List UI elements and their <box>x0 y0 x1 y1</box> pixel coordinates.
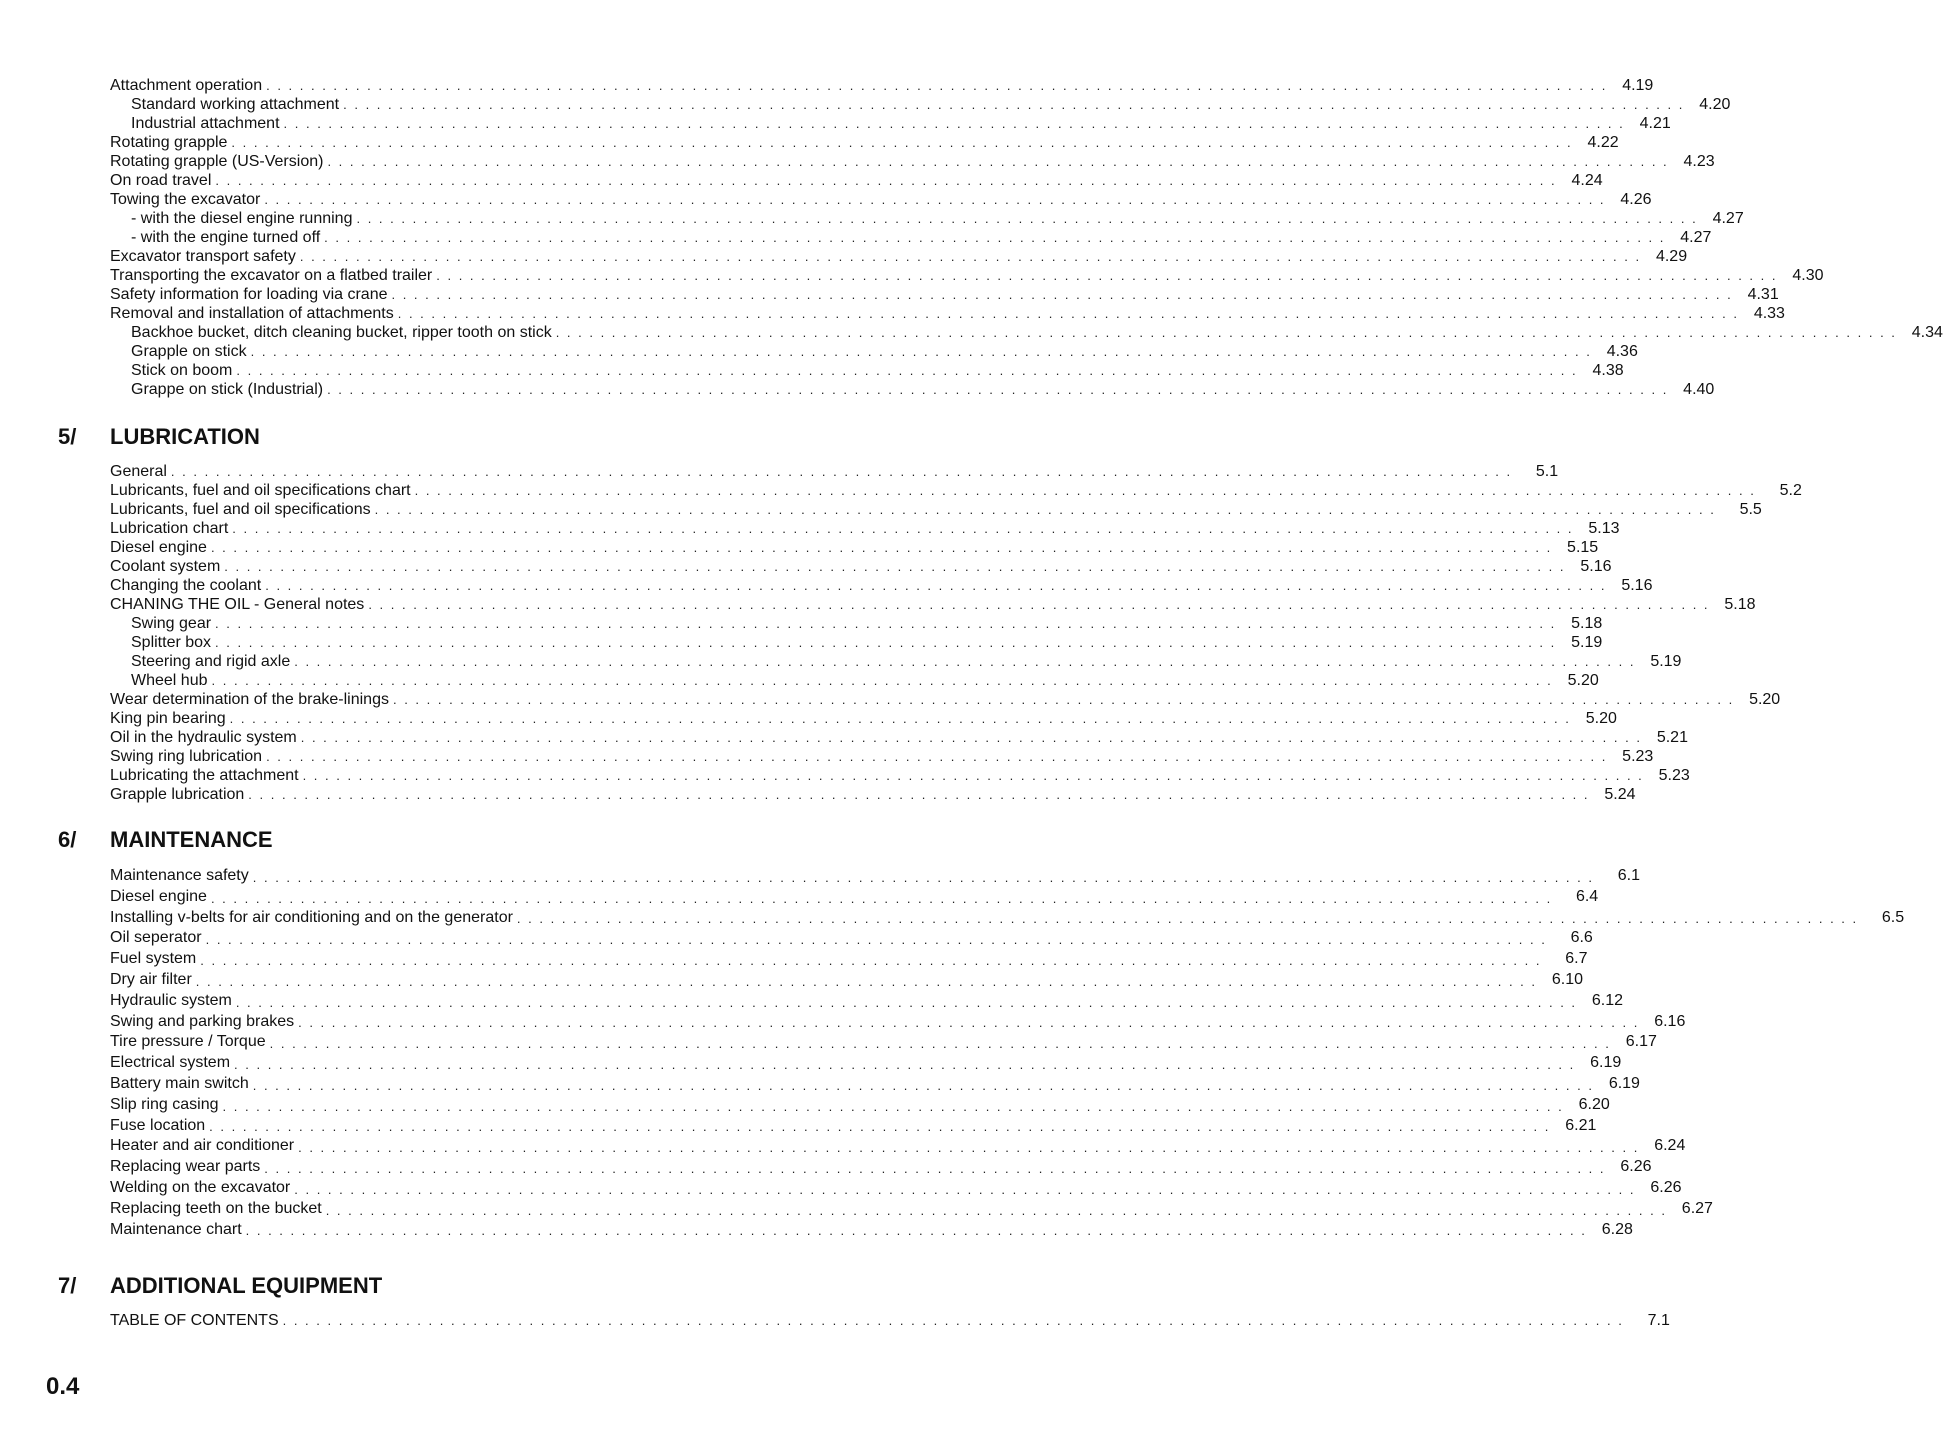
toc-entry-page: 6.16 <box>1654 1012 1686 1030</box>
toc-entry <box>110 887 1599 908</box>
toc-entry-page: 6.21 <box>1565 1116 1597 1134</box>
toc-entry <box>110 481 1802 500</box>
toc-dot-leader: . . . . . . . . . . . . . . . . . . . . . . . . . . . . . . . . . . . . . . . . . . . . . . . . . . . . . . . . . . . . . . . . . . . . . . . . . . . . . . . . . . . . . . . . . . . . . . . . . . . . . . . . . . . . . . . . . . . . . . . . <box>264 192 1606 207</box>
toc-entry-page: 6.5 <box>1881 908 1905 926</box>
toc-dot-leader: . . . . . . . . . . . . . . . . . . . . . . . . . . . . . . . . . . . . . . . . . . . . . . . . . . . . . . . . . . . . . . . . . . . . . . . . . . . . . . . . . . . . . . . . . . . . . . . . . . . . . . . . . . . . . . . . . . . . . . . . <box>325 1202 1667 1218</box>
toc-dot-leader: . . . . . . . . . . . . . . . . . . . . . . . . . . . . . . . . . . . . . . . . . . . . . . . . . . . . . . . . . . . . . . . . . . . . . . . . . . . . . . . . . . . . . . . . . . . . . . . . . . . . . . . . . . . . . . . . . . . . . . . . <box>224 559 1566 574</box>
toc-entry-page: 5.20 <box>1749 691 1781 708</box>
toc-entry-title: Replacing teeth on the bucket <box>110 1199 326 1220</box>
toc-entry-title: Grapple on stick <box>110 342 251 361</box>
toc-entry <box>110 462 1559 481</box>
toc-entry-title: Battery main switch <box>110 1074 253 1095</box>
toc-entry <box>110 133 1619 152</box>
toc-dot-leader: . . . . . . . . . . . . . . . . . . . . . . . . . . . . . . . . . . . . . . . . . . . . . . . . . . . . . . . . . . . . . . . . . . . . . . . . . . . . . . . . . . . . . . . . . . . . . . . . . . . . . . . . . . . . . . . . . . . . . . . . <box>229 711 1571 726</box>
toc-entry-page: 4.27 <box>1680 229 1712 246</box>
toc-dot-leader: . . . . . . . . . . . . . . . . . . . . . . . . . . . . . . . . . . . . . . . . . . . . . . . . . . . . . . . . . . . . . . . . . . . . . . . . . . . . . . . . . . . . . . . . . . . . . . . . . . . . . . . . . . . . . . . . . . . . . . . . <box>298 1015 1640 1031</box>
toc-entry-page: 6.26 <box>1620 1158 1652 1176</box>
toc-entry-page: 6.17 <box>1625 1033 1657 1051</box>
toc-entry <box>110 1220 1633 1241</box>
toc-entry-page: 5.2 <box>1779 482 1802 499</box>
toc-dot-leader: . . . . . . . . . . . . . . . . . . . . . . . . . . . . . . . . . . . . . . . . . . . . . . . . . . . . . . . . . . . . . . . . . . . . . . . . . . . . . . . . . . . . . . . . . . . . . . . . . . . . . . . . . . . . . . . . . . . . . . . . <box>200 952 1542 968</box>
toc-entry-title: Installing v-belts for air conditioning and on the generator <box>110 908 517 929</box>
toc-entry-page: 5.20 <box>1567 672 1599 689</box>
toc-entry <box>110 190 1652 209</box>
toc-entry-title: On road travel <box>110 171 215 190</box>
toc-entry-title: Removal and installation of attachments <box>110 304 398 323</box>
toc-entry <box>110 114 1671 133</box>
toc-entry <box>110 285 1779 304</box>
toc-entry-title: Safety information for loading via crane <box>110 285 391 304</box>
toc-dot-leader: . . . . . . . . . . . . . . . . . . . . . . . . . . . . . . . . . . . . . . . . . . . . . . . . . . . . . . . . . . . . . . . . . . . . . . . . . . . . . . . . . . . . . . . . . . . . . . . . . . . . . . . . . . . . . . . . . . . . . . . . <box>252 1077 1594 1093</box>
toc-entry <box>110 342 1638 361</box>
toc-entry-title: Steering and rigid axle <box>110 652 294 671</box>
toc-entry-page: 5.24 <box>1604 786 1636 803</box>
toc-dot-leader: . . . . . . . . . . . . . . . . . . . . . . . . . . . . . . . . . . . . . . . . . . . . . . . . . . . . . . . . . . . . . . . . . . . . . . . . . . . . . . . . . . . . . . . . . . . . . . . . . . . . . . . . . . . . . . . . . . . . . . . . <box>391 287 1733 302</box>
section-title: ADDITIONAL EQUIPMENT <box>110 1273 383 1298</box>
toc-dot-leader: . . . . . . . . . . . . . . . . . . . . . . . . . . . . . . . . . . . . . . . . . . . . . . . . . . . . . . . . . . . . . . . . . . . . . . . . . . . . . . . . . . . . . . . . . . . . . . . . . . . . . . . . . . . . . . . . . . . . . . . . <box>294 654 1636 669</box>
toc-entry-title: - with the diesel engine running <box>110 209 356 228</box>
toc-entry <box>110 500 1762 519</box>
toc-entry-title: Welding on the excavator <box>110 1178 294 1199</box>
toc-entry-page: 6.27 <box>1681 1199 1713 1217</box>
toc-entry <box>110 1116 1597 1137</box>
section-header-additional-equipment <box>0 1271 1024 1301</box>
toc-entry-page: 4.36 <box>1606 343 1638 360</box>
toc-entry-page: 6.26 <box>1650 1178 1682 1196</box>
toc-entry-page: 5.1 <box>1535 463 1559 480</box>
toc-entry-page: 5.23 <box>1622 748 1654 765</box>
toc-dot-leader: . . . . . . . . . . . . . . . . . . . . . . . . . . . . . . . . . . . . . . . . . . . . . . . . . . . . . . . . . . . . . . . . . . . . . . . . . . . . . . . . . . . . . . . . . . . . . . . . . . . . . . . . . . . . . . . . . . . . . . . . <box>266 749 1608 764</box>
toc-dot-leader: . . . . . . . . . . . . . . . . . . . . . . . . . . . . . . . . . . . . . . . . . . . . . . . . . . . . . . . . . . . . . . . . . . . . . . . . . . . . . . . . . . . . . . . . . . . . . . . . . . . . . . . . . . . . . . . . . . . . . . . . <box>414 483 1756 498</box>
toc-entry-page: 4.38 <box>1592 362 1624 379</box>
toc-entry-page: 4.19 <box>1622 77 1654 94</box>
toc-dot-leader: . . . . . . . . . . . . . . . . . . . . . . . . . . . . . . . . . . . . . . . . . . . . . . . . . . . . . . . . . . . . . . . . . . . . . . . . . . . . . . . . . . . . . . . . . . . . . . . . . . . . . . . . . . . . . . . . . . . . . . . . <box>374 502 1716 517</box>
toc-entry-page: 4.24 <box>1571 172 1603 189</box>
toc-entry-title: Heater and air conditioner <box>110 1136 298 1157</box>
toc-dot-leader: . . . . . . . . . . . . . . . . . . . . . . . . . . . . . . . . . . . . . . . . . . . . . . . . . . . . . . . . . . . . . . . . . . . . . . . . . . . . . . . . . . . . . . . . . . . . . . . . . . . . . . . . . . . . . . . . . . . . . . . . <box>211 673 1553 688</box>
toc-entry <box>110 76 1654 95</box>
toc-entry-page: 5.16 <box>1580 558 1612 575</box>
toc-entry-title: Transporting the excavator on a flatbed trailer <box>110 266 436 285</box>
toc-entry <box>110 152 1715 171</box>
toc-entry-page: 5.19 <box>1571 634 1603 651</box>
toc-entry <box>110 171 1603 190</box>
toc-entry-title: General <box>110 462 171 481</box>
toc-dot-leader: . . . . . . . . . . . . . . . . . . . . . . . . . . . . . . . . . . . . . . . . . . . . . . . . . . . . . . . . . . . . . . . . . . . . . . . . . . . . . . . . . . . . . . . . . . . . . . . . . . . . . . . . . . . . . . . . . . . . . . . . <box>302 768 1644 783</box>
toc-entry <box>110 652 1682 671</box>
toc-dot-leader: . . . . . . . . . . . . . . . . . . . . . . . . . . . . . . . . . . . . . . . . . . . . . . . . . . . . . . . . . . . . . . . . . . . . . . . . . . . . . . . . . . . . . . . . . . . . . . . . . . . . . . . . . . . . . . . . . . . . . . . . <box>300 730 1642 745</box>
toc-entry-page: 5.18 <box>1724 596 1756 613</box>
toc-section-lubrication <box>110 462 1802 804</box>
toc-entry-title: Swing ring lubrication <box>110 747 266 766</box>
toc-dot-leader: . . . . . . . . . . . . . . . . . . . . . . . . . . . . . . . . . . . . . . . . . . . . . . . . . . . . . . . . . . . . . . . . . . . . . . . . . . . . . . . . . . . . . . . . . . . . . . . . . . . . . . . . . . . . . . . . . . . . . . . . <box>210 540 1553 555</box>
toc-entry <box>110 209 1744 228</box>
toc-entry-page: 6.1 <box>1617 867 1640 884</box>
toc-entry <box>110 949 1588 970</box>
toc-entry <box>110 728 1688 747</box>
toc-dot-leader: . . . . . . . . . . . . . . . . . . . . . . . . . . . . . . . . . . . . . . . . . . . . . . . . . . . . . . . . . . . . . . . . . . . . . . . . . . . . . . . . . . . . . . . . . . . . . . . . . . . . . . . . . . . . . . . . . . . . . . . . <box>215 635 1557 650</box>
toc-dot-leader: . . . . . . . . . . . . . . . . . . . . . . . . . . . . . . . . . . . . . . . . . . . . . . . . . . . . . . . . . . . . . . . . . . . . . . . . . . . . . . . . . . . . . . . . . . . . . . . . . . . . . . . . . . . . . . . . . . . . . . . . <box>222 1098 1564 1114</box>
page-number: 0.4 <box>46 1373 80 1400</box>
toc-entry-title: Splitter box <box>110 633 215 652</box>
toc-entry <box>110 1199 1713 1220</box>
toc-entry <box>110 361 1624 380</box>
toc-dot-leader: . . . . . . . . . . . . . . . . . . . . . . . . . . . . . . . . . . . . . . . . . . . . . . . . . . . . . . . . . . . . . . . . . . . . . . . . . . . . . . . . . . . . . . . . . . . . . . . . . . . . . . . . . . . . . . . . . . . . . . . . <box>516 911 1859 927</box>
toc-entry-title: Backhoe bucket, ditch cleaning bucket, ripper tooth on stick <box>110 323 556 342</box>
toc-entry-page: 6.7 <box>1565 950 1588 968</box>
toc-entry <box>110 970 1584 991</box>
toc-entry-title: Oil seperator <box>110 928 206 949</box>
toc-entry <box>110 1053 1622 1074</box>
toc-entry-page: 4.22 <box>1587 134 1619 151</box>
toc-dot-leader: . . . . . . . . . . . . . . . . . . . . . . . . . . . . . . . . . . . . . . . . . . . . . . . . . . . . . . . . . . . . . . . . . . . . . . . . . . . . . . . . . . . . . . . . . . . . . . . . . . . . . . . . . . . . . . . . . . . . . . . . <box>195 973 1538 989</box>
toc-entry-title: Replacing wear parts <box>110 1157 264 1178</box>
toc-dot-leader: . . . . . . . . . . . . . . . . . . . . . . . . . . . . . . . . . . . . . . . . . . . . . . . . . . . . . . . . . . . . . . . . . . . . . . . . . . . . . . . . . . . . . . . . . . . . . . . . . . . . . . . . . . . . . . . . . . . . . . . . <box>343 97 1685 112</box>
toc-entry <box>110 633 1603 652</box>
toc-entry-page: 6.20 <box>1578 1095 1610 1113</box>
toc-dot-leader: . . . . . . . . . . . . . . . . . . . . . . . . . . . . . . . . . . . . . . . . . . . . . . . . . . . . . . . . . . . . . . . . . . . . . . . . . . . . . . . . . . . . . . . . . . . . . . . . . . . . . . . . . . . . . . . . . . . . . . . . <box>234 1056 1576 1072</box>
toc-entry-title: Maintenance safety <box>110 866 253 887</box>
toc-entry-page: 5.5 <box>1739 501 1762 518</box>
toc-entry-title: - with the engine turned off <box>110 228 324 247</box>
toc-dot-leader: . . . . . . . . . . . . . . . . . . . . . . . . . . . . . . . . . . . . . . . . . . . . . . . . . . . . . . . . . . . . . . . . . . . . . . . . . . . . . . . . . . . . . . . . . . . . . . . . . . . . . . . . . . . . . . . . . . . . . . . . <box>248 787 1590 802</box>
toc-entry-page: 5.18 <box>1571 615 1603 632</box>
toc-dot-leader: . . . . . . . . . . . . . . . . . . . . . . . . . . . . . . . . . . . . . . . . . . . . . . . . . . . . . . . . . . . . . . . . . . . . . . . . . . . . . . . . . . . . . . . . . . . . . . . . . . . . . . . . . . . . . . . . . . . . . . . . <box>205 932 1547 948</box>
toc-dot-leader: . . . . . . . . . . . . . . . . . . . . . . . . . . . . . . . . . . . . . . . . . . . . . . . . . . . . . . . . . . . . . . . . . . . . . . . . . . . . . . . . . . . . . . . . . . . . . . . . . . . . . . . . . . . . . . . . . . . . . . . . <box>250 344 1592 359</box>
toc-entry-page: 4.27 <box>1712 210 1744 227</box>
toc-dot-leader: . . . . . . . . . . . . . . . . . . . . . . . . . . . . . . . . . . . . . . . . . . . . . . . . . . . . . . . . . . . . . . . . . . . . . . . . . . . . . . . . . . . . . . . . . . . . . . . . . . . . . . . . . . . . . . . . . . . . . . . . <box>397 306 1739 321</box>
toc-entry-title: Rotating grapple <box>110 133 231 152</box>
toc-dot-leader: . . . . . . . . . . . . . . . . . . . . . . . . . . . . . . . . . . . . . . . . . . . . . . . . . . . . . . . . . . . . . . . . . . . . . . . . . . . . . . . . . . . . . . . . . . . . . . . . . . . . . . . . . . . . . . . . . . . . . . . . <box>368 597 1710 612</box>
toc-entry <box>110 380 1715 399</box>
toc-entry <box>110 785 1636 804</box>
toc-entry-page: 6.28 <box>1601 1220 1633 1238</box>
toc-entry-title: Lubricants, fuel and oil specifications <box>110 500 375 519</box>
toc-dot-leader: . . . . . . . . . . . . . . . . . . . . . . . . . . . . . . . . . . . . . . . . . . . . . . . . . . . . . . . . . . . . . . . . . . . . . . . . . . . . . . . . . . . . . . . . . . . . . . . . . . . . . . . . . . . . . . . . . . . . . . . . <box>209 1119 1551 1135</box>
toc-dot-leader: . . . . . . . . . . . . . . . . . . . . . . . . . . . . . . . . . . . . . . . . . . . . . . . . . . . . . . . . . . . . . . . . . . . . . . . . . . . . . . . . . . . . . . . . . . . . . . . . . . . . . . . . . . . . . . . . . . . . . . . . <box>283 116 1625 131</box>
toc-entry <box>110 1032 1657 1053</box>
toc-entry <box>110 671 1599 690</box>
toc-entry-title: Wheel hub <box>110 671 212 690</box>
toc-entry-page: 4.21 <box>1639 115 1671 132</box>
toc-dot-leader: . . . . . . . . . . . . . . . . . . . . . . . . . . . . . . . . . . . . . . . . . . . . . . . . . . . . . . . . . . . . . . . . . . . . . . . . . . . . . . . . . . . . . . . . . . . . . . . . . . . . . . . . . . . . . . . . . . . . . . . . <box>265 578 1607 593</box>
toc-entry-title: TABLE OF CONTENTS <box>110 1311 283 1330</box>
section-header-lubrication <box>0 422 1024 452</box>
toc-entry-title: CHANING THE OIL - General notes <box>110 595 368 614</box>
toc-continued <box>110 76 1943 399</box>
toc-entry-title: Tire pressure / Torque <box>110 1032 270 1053</box>
toc-entry-title: Standard working attachment <box>110 95 343 114</box>
toc-entry-page: 4.26 <box>1620 191 1652 208</box>
toc-entry-title: Towing the excavator <box>110 190 264 209</box>
toc-entry-title: Swing and parking brakes <box>110 1012 298 1033</box>
section-title: MAINTENANCE <box>110 827 273 852</box>
toc-entry-title: King pin bearing <box>110 709 230 728</box>
toc-entry <box>110 1311 1670 1330</box>
toc-entry-title: Slip ring casing <box>110 1095 223 1116</box>
toc-entry <box>110 928 1593 949</box>
toc-entry <box>110 1012 1686 1033</box>
toc-section-additional-equipment <box>110 1311 1670 1330</box>
toc-dot-leader: . . . . . . . . . . . . . . . . . . . . . . . . . . . . . . . . . . . . . . . . . . . . . . . . . . . . . . . . . . . . . . . . . . . . . . . . . . . . . . . . . . . . . . . . . . . . . . . . . . . . . . . . . . . . . . . . . . . . . . . . <box>356 211 1698 226</box>
toc-dot-leader: . . . . . . . . . . . . . . . . . . . . . . . . . . . . . . . . . . . . . . . . . . . . . . . . . . . . . . . . . . . . . . . . . . . . . . . . . . . . . . . . . . . . . . . . . . . . . . . . . . . . . . . . . . . . . . . . . . . . . . . . <box>327 382 1669 397</box>
toc-entry-title: Excavator transport safety <box>110 247 300 266</box>
toc-entry-page: 4.23 <box>1683 153 1715 170</box>
toc-dot-leader: . . . . . . . . . . . . . . . . . . . . . . . . . . . . . . . . . . . . . . . . . . . . . . . . . . . . . . . . . . . . . . . . . . . . . . . . . . . . . . . . . . . . . . . . . . . . . . . . . . . . . . . . . . . . . . . . . . . . . . . . <box>231 135 1573 150</box>
toc-entry-title: Diesel engine <box>110 538 211 557</box>
toc-dot-leader: . . . . . . . . . . . . . . . . . . . . . . . . . . . . . . . . . . . . . . . . . . . . . . . . . . . . . . . . . . . . . . . . . . . . . . . . . . . . . . . . . . . . . . . . . . . . . . . . . . . . . . . . . . . . . . . . . . . . . . . . <box>170 464 1513 479</box>
toc-dot-leader: . . . . . . . . . . . . . . . . . . . . . . . . . . . . . . . . . . . . . . . . . . . . . . . . . . . . . . . . . . . . . . . . . . . . . . . . . . . . . . . . . . . . . . . . . . . . . . . . . . . . . . . . . . . . . . . . . . . . . . . . <box>236 363 1578 378</box>
toc-dot-leader: . . . . . . . . . . . . . . . . . . . . . . . . . . . . . . . . . . . . . . . . . . . . . . . . . . . . . . . . . . . . . . . . . . . . . . . . . . . . . . . . . . . . . . . . . . . . . . . . . . . . . . . . . . . . . . . . . . . . . . . . <box>232 521 1574 536</box>
section-header-maintenance <box>0 825 1024 855</box>
toc-entry <box>110 323 1943 342</box>
toc-entry-page: 6.24 <box>1654 1137 1686 1155</box>
toc-entry-title: Attachment operation <box>110 76 266 95</box>
toc-entry-title: Oil in the hydraulic system <box>110 728 301 747</box>
toc-entry <box>110 557 1612 576</box>
toc-entry-page: 4.33 <box>1753 305 1785 322</box>
toc-entry-title: Lubricants, fuel and oil specifications chart <box>110 481 415 500</box>
toc-entry-title: Dry air filter <box>110 970 196 991</box>
toc-entry-title: Coolant system <box>110 557 224 576</box>
section-number: 5/ <box>58 424 77 449</box>
toc-dot-leader: . . . . . . . . . . . . . . . . . . . . . . . . . . . . . . . . . . . . . . . . . . . . . . . . . . . . . . . . . . . . . . . . . . . . . . . . . . . . . . . . . . . . . . . . . . . . . . . . . . . . . . . . . . . . . . . . . . . . . . . . <box>294 1181 1636 1197</box>
toc-dot-leader: . . . . . . . . . . . . . . . . . . . . . . . . . . . . . . . . . . . . . . . . . . . . . . . . . . . . . . . . . . . . . . . . . . . . . . . . . . . . . . . . . . . . . . . . . . . . . . . . . . . . . . . . . . . . . . . . . . . . . . . . <box>210 890 1553 906</box>
toc-entry <box>110 247 1688 266</box>
toc-dot-leader: . . . . . . . . . . . . . . . . . . . . . . . . . . . . . . . . . . . . . . . . . . . . . . . . . . . . . . . . . . . . . . . . . . . . . . . . . . . . . . . . . . . . . . . . . . . . . . . . . . . . . . . . . . . . . . . . . . . . . . . . <box>266 78 1608 93</box>
toc-dot-leader: . . . . . . . . . . . . . . . . . . . . . . . . . . . . . . . . . . . . . . . . . . . . . . . . . . . . . . . . . . . . . . . . . . . . . . . . . . . . . . . . . . . . . . . . . . . . . . . . . . . . . . . . . . . . . . . . . . . . . . . . <box>235 994 1578 1010</box>
toc-entry-page: 6.19 <box>1590 1054 1622 1072</box>
toc-dot-leader: . . . . . . . . . . . . . . . . . . . . . . . . . . . . . . . . . . . . . . . . . . . . . . . . . . . . . . . . . . . . . . . . . . . . . . . . . . . . . . . . . . . . . . . . . . . . . . . . . . . . . . . . . . . . . . . . . . . . . . . . <box>298 1140 1640 1156</box>
toc-entry-title: Maintenance chart <box>110 1220 246 1241</box>
toc-entry <box>110 747 1654 766</box>
toc-entry-page: 5.15 <box>1567 539 1599 556</box>
toc-entry-title: Wear determination of the brake-linings <box>110 690 393 709</box>
toc-entry <box>110 766 1690 785</box>
toc-entry-page: 6.6 <box>1570 929 1593 947</box>
toc-entry <box>110 519 1620 538</box>
toc-entry-page: 4.34 <box>1911 324 1943 341</box>
toc-entry-title: Stick on boom <box>110 361 236 380</box>
toc-entry <box>110 991 1624 1012</box>
toc-dot-leader: . . . . . . . . . . . . . . . . . . . . . . . . . . . . . . . . . . . . . . . . . . . . . . . . . . . . . . . . . . . . . . . . . . . . . . . . . . . . . . . . . . . . . . . . . . . . . . . . . . . . . . . . . . . . . . . . . . . . . . . . <box>215 616 1557 631</box>
toc-entry-page: 6.12 <box>1591 991 1624 1009</box>
toc-entry-page: 6.4 <box>1575 887 1599 905</box>
toc-dot-leader: . . . . . . . . . . . . . . . . . . . . . . . . . . . . . . . . . . . . . . . . . . . . . . . . . . . . . . . . . . . . . . . . . . . . . . . . . . . . . . . . . . . . . . . . . . . . . . . . . . . . . . . . . . . . . . . . . . . . . . . . <box>392 692 1735 707</box>
toc-dot-leader: . . . . . . . . . . . . . . . . . . . . . . . . . . . . . . . . . . . . . . . . . . . . . . . . . . . . . . . . . . . . . . . . . . . . . . . . . . . . . . . . . . . . . . . . . . . . . . . . . . . . . . . . . . . . . . . . . . . . . . . . <box>327 154 1669 169</box>
section-number: 6/ <box>58 827 77 852</box>
toc-dot-leader: . . . . . . . . . . . . . . . . . . . . . . . . . . . . . . . . . . . . . . . . . . . . . . . . . . . . . . . . . . . . . . . . . . . . . . . . . . . . . . . . . . . . . . . . . . . . . . . . . . . . . . . . . . . . . . . . . . . . . . . . <box>282 1313 1624 1328</box>
section-number: 7/ <box>58 1273 77 1298</box>
toc-dot-leader: . . . . . . . . . . . . . . . . . . . . . . . . . . . . . . . . . . . . . . . . . . . . . . . . . . . . . . . . . . . . . . . . . . . . . . . . . . . . . . . . . . . . . . . . . . . . . . . . . . . . . . . . . . . . . . . . . . . . . . . . <box>252 869 1594 885</box>
toc-entry-page: 6.19 <box>1608 1074 1640 1092</box>
toc-entry-page: 4.30 <box>1792 267 1824 284</box>
toc-entry-page: 6.10 <box>1551 970 1584 988</box>
toc-dot-leader: . . . . . . . . . . . . . . . . . . . . . . . . . . . . . . . . . . . . . . . . . . . . . . . . . . . . . . . . . . . . . . . . . . . . . . . . . . . . . . . . . . . . . . . . . . . . . . . . . . . . . . . . . . . . . . . . . . . . . . . . <box>299 249 1642 264</box>
toc-entry <box>110 538 1599 557</box>
toc-entry-page: 5.23 <box>1658 767 1690 784</box>
toc-dot-leader: . . . . . . . . . . . . . . . . . . . . . . . . . . . . . . . . . . . . . . . . . . . . . . . . . . . . . . . . . . . . . . . . . . . . . . . . . . . . . . . . . . . . . . . . . . . . . . . . . . . . . . . . . . . . . . . . . . . . . . . . <box>324 230 1666 245</box>
toc-entry <box>110 228 1712 247</box>
toc-entry <box>110 690 1781 709</box>
toc-entry-title: Grapple lubrication <box>110 785 248 804</box>
toc-section-maintenance <box>110 866 1905 1240</box>
toc-entry-title: Electrical system <box>110 1053 234 1074</box>
section-title: LUBRICATION <box>110 424 260 449</box>
toc-entry-title: Lubricating the attachment <box>110 766 303 785</box>
toc-dot-leader: . . . . . . . . . . . . . . . . . . . . . . . . . . . . . . . . . . . . . . . . . . . . . . . . . . . . . . . . . . . . . . . . . . . . . . . . . . . . . . . . . . . . . . . . . . . . . . . . . . . . . . . . . . . . . . . . . . . . . . . . <box>245 1223 1587 1239</box>
toc-entry <box>110 266 1824 285</box>
toc-entry-page: 5.21 <box>1656 729 1688 746</box>
toc-entry-page: 5.16 <box>1621 577 1653 594</box>
toc-entry <box>110 1074 1640 1095</box>
toc-entry-page: 5.20 <box>1585 710 1617 727</box>
toc-entry-title: Grappe on stick (Industrial) <box>110 380 327 399</box>
toc-entry-title: Swing gear <box>110 614 215 633</box>
toc-entry <box>110 95 1731 114</box>
toc-entry-page: 4.20 <box>1699 96 1731 113</box>
toc-dot-leader: . . . . . . . . . . . . . . . . . . . . . . . . . . . . . . . . . . . . . . . . . . . . . . . . . . . . . . . . . . . . . . . . . . . . . . . . . . . . . . . . . . . . . . . . . . . . . . . . . . . . . . . . . . . . . . . . . . . . . . . . <box>436 268 1778 283</box>
toc-entry-page: 4.29 <box>1655 248 1688 265</box>
toc-entry <box>110 866 1640 887</box>
toc-entry <box>110 709 1617 728</box>
toc-entry <box>110 614 1603 633</box>
toc-entry-title: Lubrication chart <box>110 519 232 538</box>
toc-entry-page: 7.1 <box>1647 1312 1670 1329</box>
toc-dot-leader: . . . . . . . . . . . . . . . . . . . . . . . . . . . . . . . . . . . . . . . . . . . . . . . . . . . . . . . . . . . . . . . . . . . . . . . . . . . . . . . . . . . . . . . . . . . . . . . . . . . . . . . . . . . . . . . . . . . . . . . . <box>555 325 1897 340</box>
toc-entry-title: Fuel system <box>110 949 200 970</box>
toc-entry-title: Industrial attachment <box>110 114 284 133</box>
toc-entry-title: Rotating grapple (US-Version) <box>110 152 327 171</box>
toc-dot-leader: . . . . . . . . . . . . . . . . . . . . . . . . . . . . . . . . . . . . . . . . . . . . . . . . . . . . . . . . . . . . . . . . . . . . . . . . . . . . . . . . . . . . . . . . . . . . . . . . . . . . . . . . . . . . . . . . . . . . . . . . <box>269 1036 1611 1052</box>
toc-entry-page: 4.40 <box>1683 381 1715 398</box>
toc-dot-leader: . . . . . . . . . . . . . . . . . . . . . . . . . . . . . . . . . . . . . . . . . . . . . . . . . . . . . . . . . . . . . . . . . . . . . . . . . . . . . . . . . . . . . . . . . . . . . . . . . . . . . . . . . . . . . . . . . . . . . . . . <box>215 173 1557 188</box>
toc-entry-title: Fuse location <box>110 1116 209 1137</box>
toc-entry-title: Diesel engine <box>110 887 211 908</box>
toc-entry <box>110 576 1653 595</box>
toc-entry-page: 4.31 <box>1747 286 1779 303</box>
toc-entry <box>110 1136 1686 1157</box>
toc-entry <box>110 1095 1610 1116</box>
toc-entry-title: Hydraulic system <box>110 991 236 1012</box>
toc-entry-page: 5.19 <box>1650 653 1682 670</box>
toc-entry <box>110 304 1785 323</box>
toc-entry <box>110 908 1905 929</box>
toc-entry-title: Changing the coolant <box>110 576 265 595</box>
toc-entry <box>110 595 1756 614</box>
toc-entry <box>110 1157 1652 1178</box>
toc-entry <box>110 1178 1682 1199</box>
toc-entry-page: 5.13 <box>1588 520 1620 537</box>
toc-dot-leader: . . . . . . . . . . . . . . . . . . . . . . . . . . . . . . . . . . . . . . . . . . . . . . . . . . . . . . . . . . . . . . . . . . . . . . . . . . . . . . . . . . . . . . . . . . . . . . . . . . . . . . . . . . . . . . . . . . . . . . . . <box>264 1160 1606 1176</box>
